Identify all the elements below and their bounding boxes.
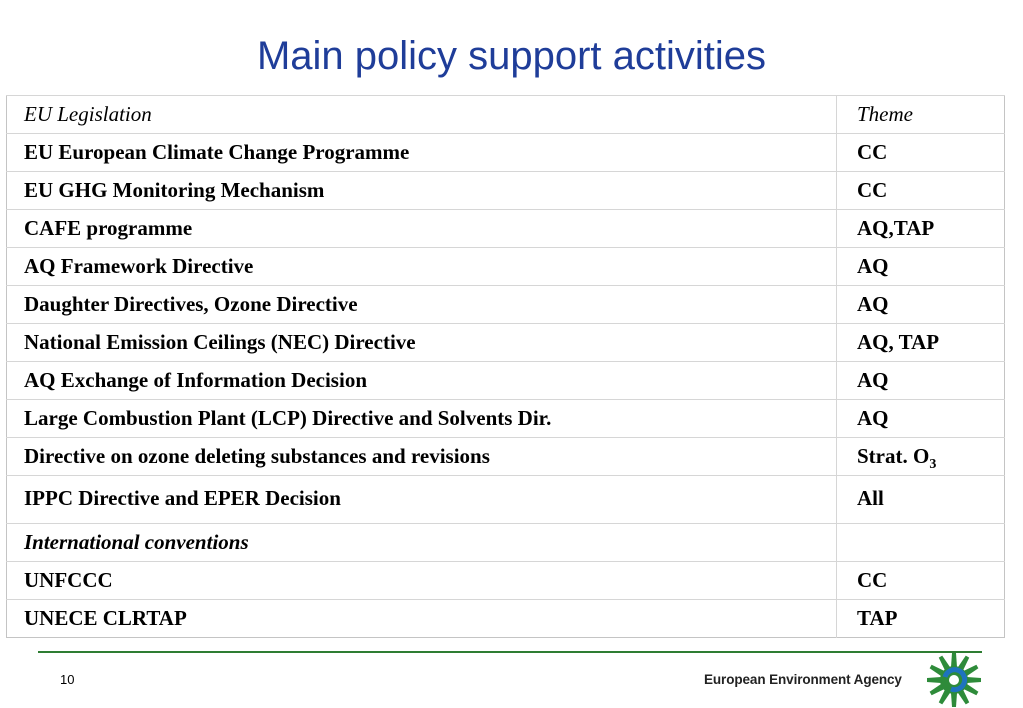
theme-cell: CC (837, 562, 1005, 600)
theme-cell: CC (837, 134, 1005, 172)
table-row (7, 476, 1005, 524)
legislation-cell: EU European Climate Change Programme (7, 134, 837, 172)
agency-name: European Environment Agency (704, 672, 902, 687)
eea-logo-icon (924, 650, 984, 708)
theme-text: Strat. O (857, 444, 930, 468)
legislation-cell: AQ Exchange of Information Decision (7, 362, 837, 400)
table-row (7, 172, 1005, 210)
theme-cell: All (837, 476, 1005, 524)
table-header-row (7, 96, 1005, 134)
table-row (7, 362, 1005, 400)
section-heading: International conventions (7, 524, 837, 562)
legislation-cell: CAFE programme (7, 210, 837, 248)
policy-table (6, 95, 1005, 638)
header-theme: Theme (837, 96, 1005, 134)
table-row (7, 324, 1005, 362)
legislation-cell: UNFCCC (7, 562, 837, 600)
table-row (7, 248, 1005, 286)
header-legislation: EU Legislation (7, 96, 837, 134)
theme-cell-empty (837, 524, 1005, 562)
theme-cell: AQ, TAP (837, 324, 1005, 362)
theme-cell: AQ,TAP (837, 210, 1005, 248)
theme-cell: AQ (837, 400, 1005, 438)
legislation-cell: UNECE CLRTAP (7, 600, 837, 638)
table-row (7, 210, 1005, 248)
table-row (7, 134, 1005, 172)
footer-divider (38, 651, 982, 653)
theme-subscript: 3 (929, 457, 937, 472)
table-row (7, 438, 1005, 476)
table-row (7, 600, 1005, 638)
page-number: 10 (60, 672, 75, 687)
legislation-cell: EU GHG Monitoring Mechanism (7, 172, 837, 210)
legislation-cell: IPPC Directive and EPER Decision (7, 476, 837, 524)
section-heading-row (7, 524, 1005, 562)
slide-title: Main policy support activities (256, 34, 767, 78)
table-row (7, 286, 1005, 324)
table-row (7, 562, 1005, 600)
theme-cell: TAP (837, 600, 1005, 638)
legislation-cell: AQ Framework Directive (7, 248, 837, 286)
theme-cell: AQ (837, 362, 1005, 400)
theme-cell: AQ (837, 248, 1005, 286)
legislation-cell: National Emission Ceilings (NEC) Directive (7, 324, 837, 362)
legislation-cell: Directive on ozone deleting substances and revisions (7, 438, 837, 476)
table-row (7, 400, 1005, 438)
theme-cell (837, 438, 1005, 476)
theme-cell: CC (837, 172, 1005, 210)
legislation-cell: Daughter Directives, Ozone Directive (7, 286, 837, 324)
legislation-cell: Large Combustion Plant (LCP) Directive and Solvents Dir. (7, 400, 837, 438)
theme-cell: AQ (837, 286, 1005, 324)
